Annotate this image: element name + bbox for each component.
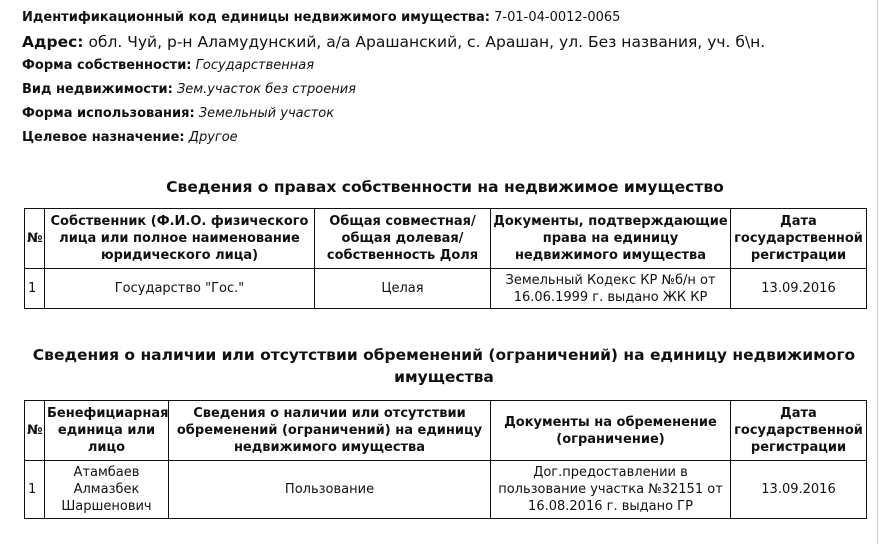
- enc-cell-info: Пользование: [169, 461, 491, 519]
- encumbrances-table: [24, 400, 867, 519]
- rights-header-date: Дата государственной регистрации: [731, 209, 867, 269]
- usage-value: Земельный участок: [198, 106, 335, 121]
- rights-header-row: [25, 209, 867, 269]
- ownership-label: Форма собственности:: [22, 58, 192, 73]
- encumbrances-header-row: [25, 401, 867, 461]
- rights-cell-share: Целая: [315, 269, 491, 309]
- table-row: [25, 461, 867, 519]
- enc-header-info: Сведения о наличии или отсутствии обременений (ограничений) на единицу недвижимого имущества: [169, 401, 491, 461]
- rights-section-title: Сведения о правах собственности на недвижимое имущество: [166, 178, 724, 196]
- usage-row: [22, 102, 872, 126]
- enc-header-docs: Документы на обременение (ограничение): [491, 401, 731, 461]
- rights-table: [24, 208, 867, 309]
- encumbrances-section-title: Сведения о наличии или отсутствии обременений (ограничений) на единицу недвижимого имущества: [32, 346, 856, 386]
- ownership-value: Государственная: [195, 58, 315, 73]
- rights-header-owner: Собственник (Ф.И.О. физического лица или полное наименование юридического лица): [45, 209, 315, 269]
- usage-label: Форма использования:: [22, 106, 195, 121]
- rights-cell-owner: Государство "Гос.": [45, 269, 315, 309]
- table-row: [25, 269, 867, 309]
- rights-header-share: Общая совместная/ общая долевая/ собственность Доля: [315, 209, 491, 269]
- ownership-row: [22, 54, 872, 78]
- id-label: Идентификационный код единицы недвижимого имущества:: [22, 10, 490, 25]
- type-value: Зем.участок без строения: [176, 82, 356, 97]
- enc-header-date: Дата государственной регистрации: [731, 401, 867, 461]
- type-label: Вид недвижимости:: [22, 82, 173, 97]
- purpose-value: Другое: [188, 130, 238, 145]
- enc-header-num: №: [25, 401, 45, 461]
- rights-header-num: №: [25, 209, 45, 269]
- property-info: [22, 6, 872, 150]
- rights-cell-docs: Земельный Кодекс КР №б/н от 16.06.1999 г. выдано ЖК КР: [491, 269, 731, 309]
- type-row: [22, 78, 872, 102]
- purpose-label: Целевое назначение:: [22, 130, 185, 145]
- id-value: 7-01-04-0012-0065: [494, 10, 621, 25]
- address-row: [22, 30, 872, 54]
- enc-cell-num: 1: [25, 461, 45, 519]
- address-value: обл. Чуй, р-н Аламудунский, а/а Арашанский, с. Арашан, ул. Без названия, уч. б\н.: [88, 33, 766, 51]
- rights-header-docs: Документы, подтверждающие права на единицу недвижимого имущества: [491, 209, 731, 269]
- rights-cell-num: 1: [25, 269, 45, 309]
- enc-cell-beneficiary: Атамбаев Алмазбек Шаршенович: [45, 461, 169, 519]
- page-border: [877, 0, 878, 544]
- id-row: [22, 6, 872, 30]
- address-label: Адрес:: [22, 33, 84, 51]
- enc-header-beneficiary: Бенефициарная единица или лицо: [45, 401, 169, 461]
- enc-cell-date: 13.09.2016: [731, 461, 867, 519]
- enc-cell-docs: Дог.предоставлении в пользование участка №32151 от 16.08.2016 г. выдано ГР: [491, 461, 731, 519]
- purpose-row: [22, 126, 872, 150]
- rights-cell-date: 13.09.2016: [731, 269, 867, 309]
